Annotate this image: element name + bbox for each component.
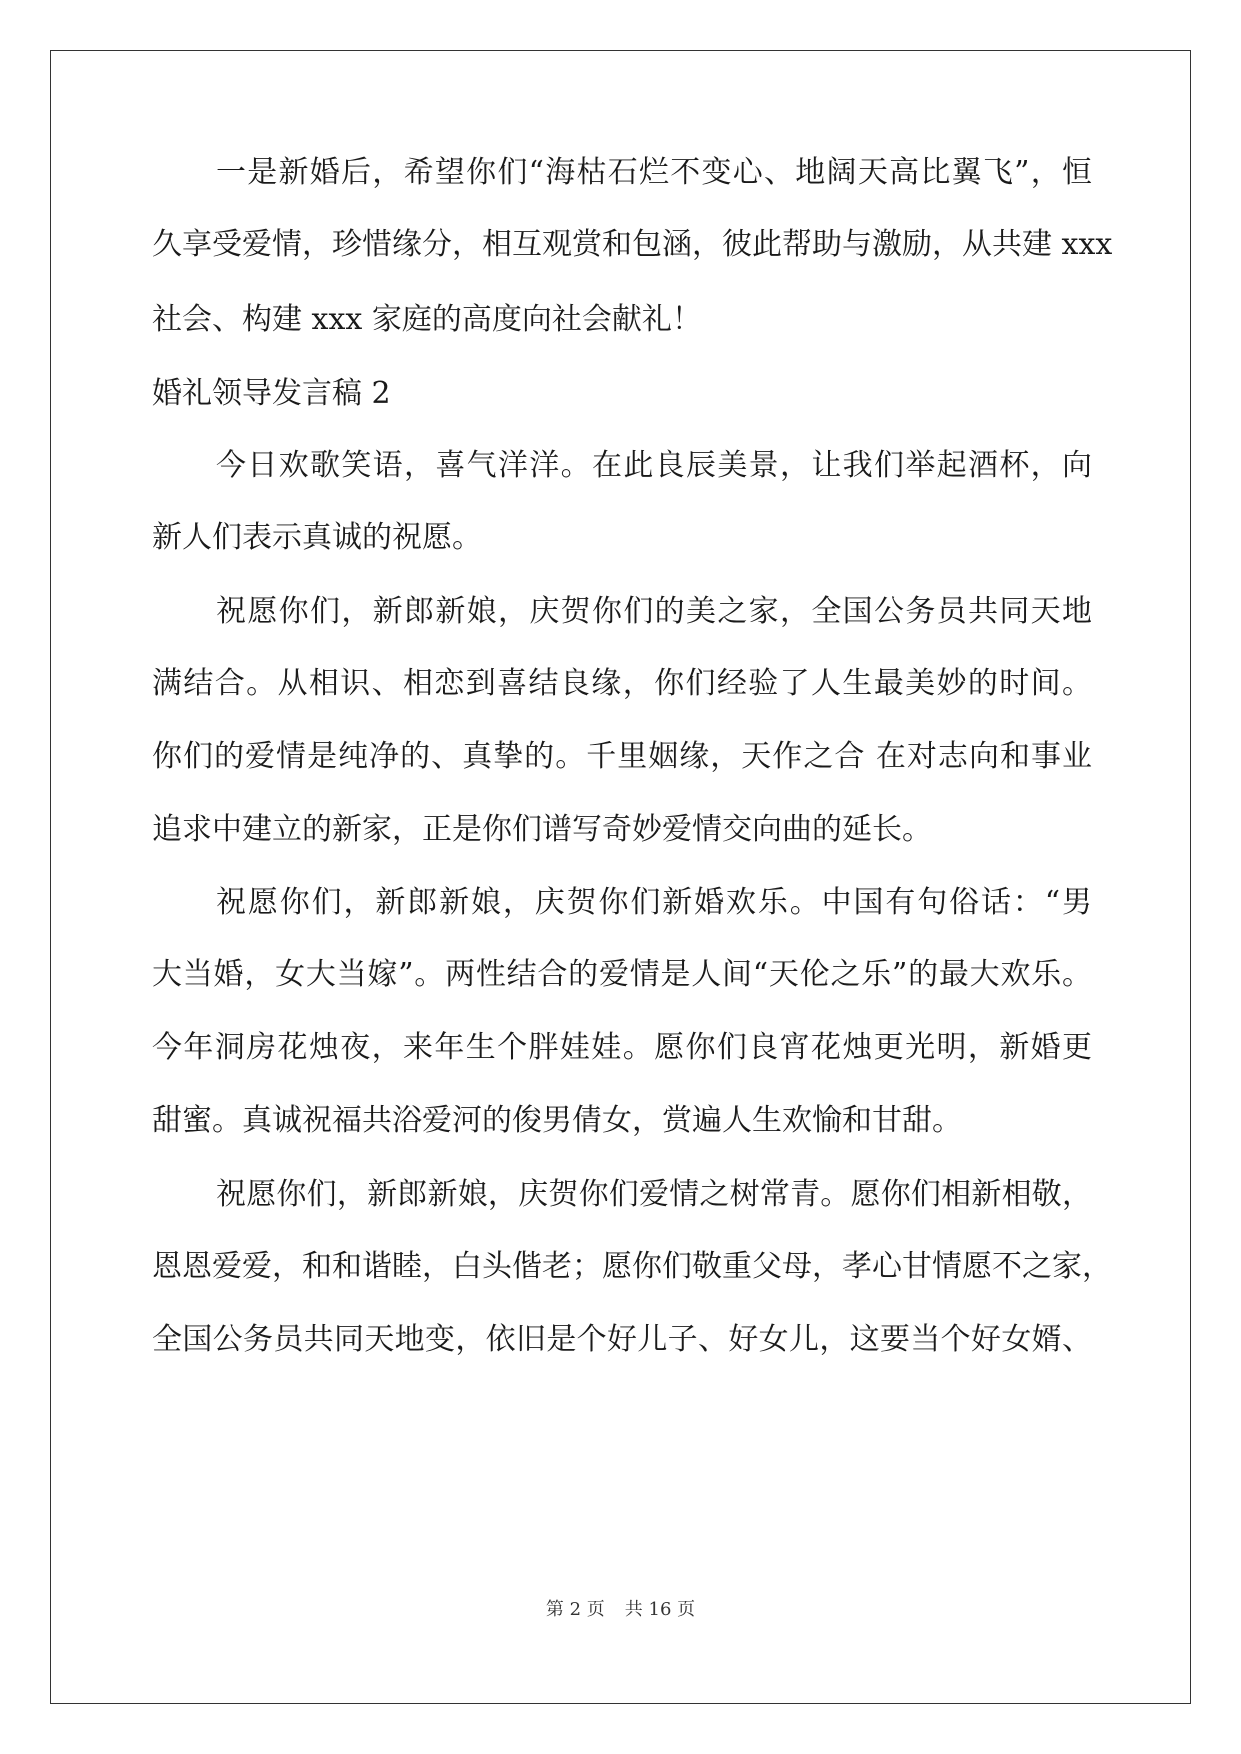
paragraph-3-line-2: 满结合。从相识、相恋到喜结良缘，你们经验了人生最美妙的时间。 xyxy=(152,666,1092,701)
paragraph-4-line-4: 甜蜜。真诚祝福共浴爱河的俊男倩女，赏遍人生欢愉和甘甜。 xyxy=(152,1103,962,1138)
paragraph-5-line-2: 恩恩爱爱，和和谐睦，白头偕老；愿你们敬重父母，孝心甘情愿不之家， xyxy=(152,1249,1112,1284)
page-total: 共 16 页 xyxy=(624,1599,696,1620)
paragraph-2-line-2: 新人们表示真诚的祝愿。 xyxy=(152,520,482,555)
paragraph-4-line-3: 今年洞房花烛夜，来年生个胖娃娃。愿你们良宵花烛更光明，新婚更 xyxy=(152,1030,1092,1065)
paragraph-1-line-1: 一是新婚后，希望你们“海枯石烂不变心、地阔天高比翼飞”，恒 xyxy=(216,155,1092,190)
page-number: 第 2 页 xyxy=(545,1599,605,1620)
paragraph-4-line-2: 大当婚，女大当嫁”。两性结合的爱情是人间“天伦之乐”的最大欢乐。 xyxy=(152,957,1092,992)
paragraph-3-line-3: 你们的爱情是纯净的、真挚的。千里姻缘，天作之合 在对志向和事业 xyxy=(152,739,1092,774)
paragraph-3-line-4: 追求中建立的新家，正是你们谱写奇妙爱情交向曲的延长。 xyxy=(152,812,932,847)
page-border xyxy=(50,50,1191,1704)
paragraph-2-line-1: 今日欢歌笑语，喜气洋洋。在此良辰美景，让我们举起酒杯，向 xyxy=(216,448,1092,483)
paragraph-5-line-3: 全国公务员共同天地变，依旧是个好儿子、好女儿，这要当个好女婿、 xyxy=(152,1322,1092,1357)
section-heading: 婚礼领导发言稿 2 xyxy=(152,376,391,411)
paragraph-3-line-1: 祝愿你们，新郎新娘，庆贺你们的美之家，全国公务员共同天地 xyxy=(216,594,1092,629)
paragraph-5-line-1: 祝愿你们，新郎新娘，庆贺你们爱情之树常青。愿你们相新相敬， xyxy=(216,1177,1092,1212)
paragraph-4-line-1: 祝愿你们，新郎新娘，庆贺你们新婚欢乐。中国有句俗话：“男 xyxy=(216,885,1092,920)
paragraph-1-line-2: 久享受爱情，珍惜缘分，相互观赏和包涵，彼此帮助与激励，从共建 xxx xyxy=(152,227,1113,262)
page-footer xyxy=(0,1598,1241,1622)
paragraph-1-line-3: 社会、构建 xxx 家庭的高度向社会献礼！ xyxy=(152,302,702,337)
